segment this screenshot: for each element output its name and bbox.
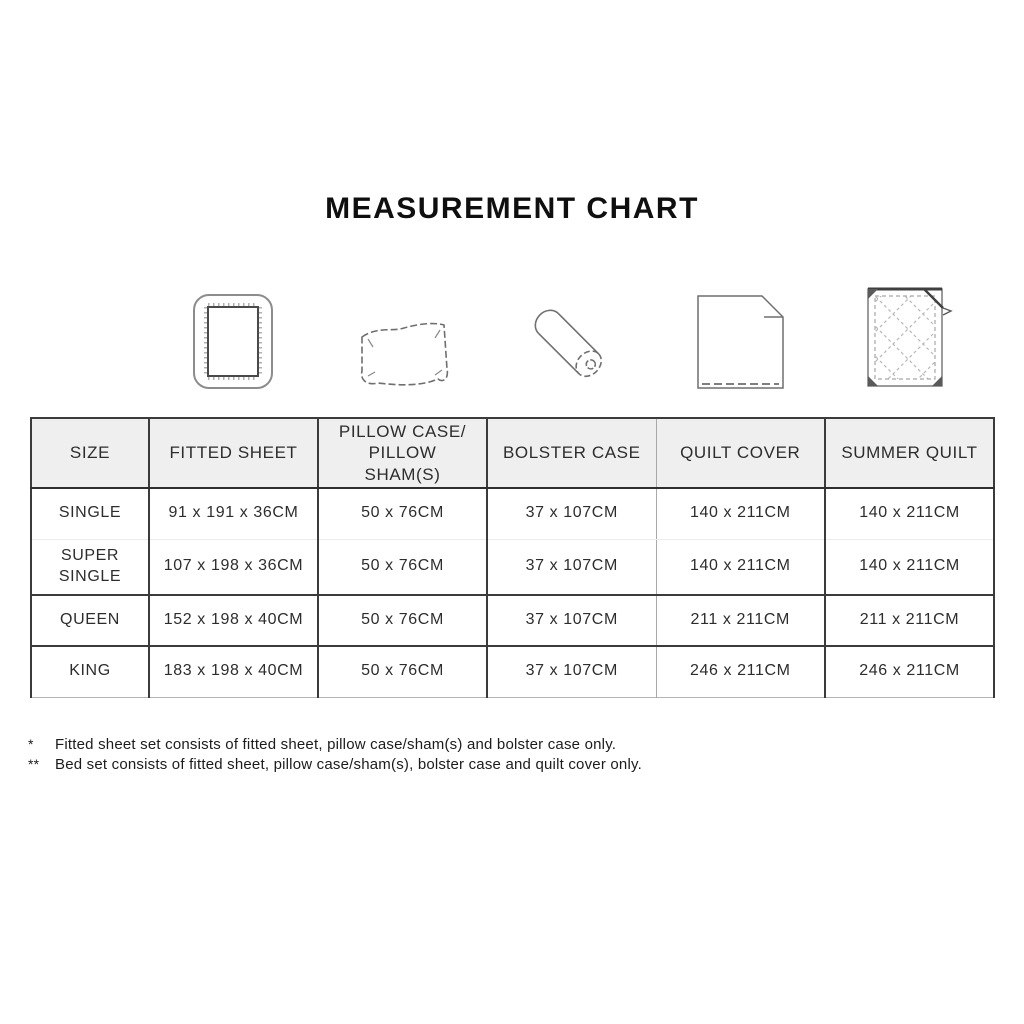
- measurement-table: [30, 417, 995, 698]
- table-header-row: [31, 418, 994, 488]
- size-label: SUPER SINGLE: [31, 539, 149, 595]
- summer-quilt-icon: [863, 284, 955, 393]
- size-label: QUEEN: [31, 595, 149, 646]
- footnotes: [28, 736, 788, 776]
- measurement-cell: 91 x 191 x 36CM: [149, 488, 318, 540]
- footnote-text: Fitted sheet set consists of fitted sheet, pillow case/sham(s) and bolster case only.: [55, 736, 617, 753]
- measurement-cell: 37 x 107CM: [487, 539, 656, 595]
- pillow-case-icon: [354, 313, 450, 393]
- measurement-cell: 140 x 211CM: [656, 539, 825, 595]
- measurement-cell: 37 x 107CM: [487, 595, 656, 646]
- col-header-summer-quilt: SUMMER QUILT: [825, 418, 994, 488]
- measurement-cell: 50 x 76CM: [318, 595, 487, 646]
- col-header-quilt-cover: QUILT COVER: [656, 418, 825, 488]
- measurement-cell: 246 x 211CM: [825, 646, 994, 698]
- measurement-cell: 140 x 211CM: [825, 539, 994, 595]
- measurement-cell: 183 x 198 x 40CM: [149, 646, 318, 698]
- product-icons-row: [30, 283, 993, 393]
- measurement-cell: 50 x 76CM: [318, 646, 487, 698]
- measurement-cell: 152 x 198 x 40CM: [149, 595, 318, 646]
- measurement-cell: 211 x 211CM: [825, 595, 994, 646]
- measurement-cell: 211 x 211CM: [656, 595, 825, 646]
- footnote-fitted-sheet-set: [28, 736, 788, 753]
- page-title: MEASUREMENT CHART: [325, 192, 699, 225]
- footnote-bed-set: [28, 756, 788, 773]
- footnote-marker: *: [28, 736, 34, 752]
- col-header-bolster-case: BOLSTER CASE: [487, 418, 656, 488]
- measurement-cell: 140 x 211CM: [825, 488, 994, 540]
- fitted-sheet-icon: [191, 292, 275, 393]
- measurement-cell: 50 x 76CM: [318, 488, 487, 540]
- footnote-text: Bed set consists of fitted sheet, pillow case/sham(s), bolster case and quilt cover only.: [55, 756, 642, 773]
- measurement-cell: 107 x 198 x 36CM: [149, 539, 318, 595]
- col-header-size: SIZE: [31, 418, 149, 488]
- measurement-cell: 37 x 107CM: [487, 646, 656, 698]
- measurement-cell: 50 x 76CM: [318, 539, 487, 595]
- table-row-queen: [31, 595, 994, 646]
- size-label: KING: [69, 662, 111, 680]
- size-label: SINGLE: [31, 488, 149, 540]
- col-header-pillow-case: PILLOW CASE/ PILLOW SHAM(S): [318, 418, 487, 488]
- table-row-super-single: [31, 539, 994, 595]
- bolster-case-icon: [529, 301, 613, 393]
- table-row-king: [31, 646, 994, 698]
- quilt-cover-icon: [693, 292, 787, 393]
- measurement-cell: 246 x 211CM: [656, 646, 825, 698]
- table-row-single: [31, 488, 994, 540]
- measurement-cell: 140 x 211CM: [656, 488, 825, 540]
- col-header-fitted-sheet: FITTED SHEET: [149, 418, 318, 488]
- footnote-marker: **: [28, 756, 40, 772]
- measurement-cell: 37 x 107CM: [487, 488, 656, 540]
